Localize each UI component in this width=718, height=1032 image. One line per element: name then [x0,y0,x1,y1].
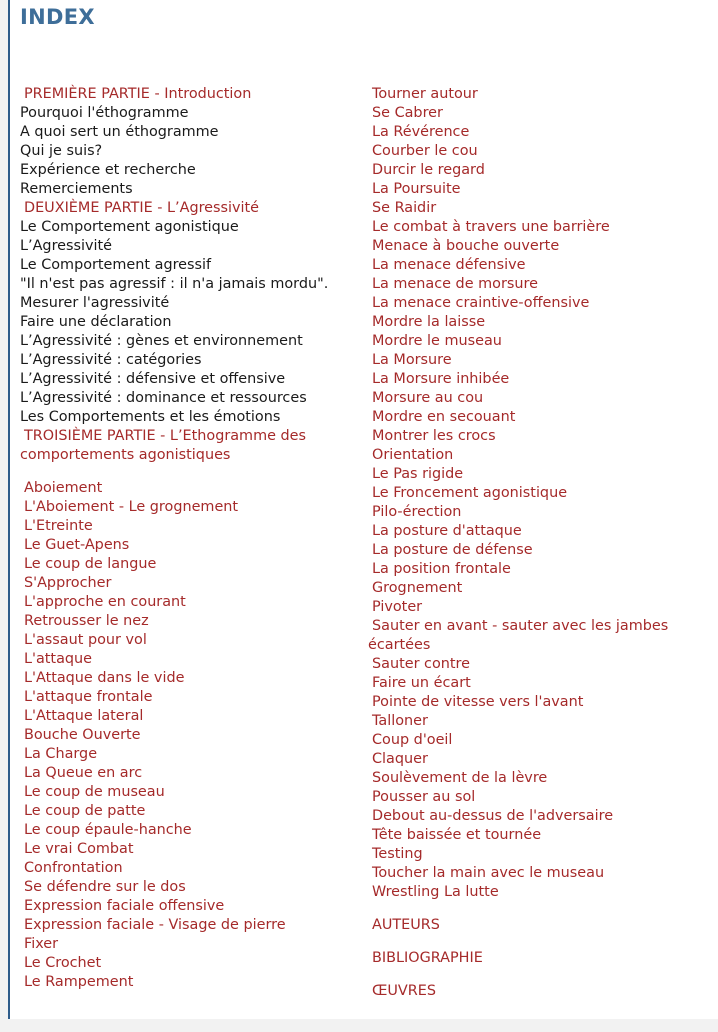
index-link[interactable]: La menace craintive-offensive [372,295,590,311]
footer-links [368,916,718,1001]
index-link[interactable]: Wrestling La lutte [372,884,499,900]
index-link[interactable]: Tête baissée et tournée [372,827,542,843]
index-entry: Expérience et recherche [20,162,196,178]
index-link[interactable]: Grognement [372,580,463,596]
index-link[interactable]: Expression faciale offensive [24,898,225,914]
index-link[interactable]: Le Crochet [24,955,102,971]
page-title: INDEX [20,5,95,29]
part-three-line-2: comportements agonistiques [20,447,231,463]
index-link[interactable]: Mordre la laisse [372,314,486,330]
index-link[interactable]: Pointe de vitesse vers l'avant [372,694,584,710]
index-link[interactable]: Le Froncement agonistique [372,485,568,501]
index-link[interactable]: Le vrai Combat [24,841,134,857]
index-link[interactable]: Courber le cou [372,143,478,159]
intro-section [20,85,365,427]
right-column [368,85,718,1001]
index-link[interactable]: Se défendre sur le dos [24,879,186,895]
index-link[interactable]: La menace défensive [372,257,526,273]
index-link[interactable]: Toucher la main avec le museau [372,865,605,881]
index-link[interactable]: Le Rampement [24,974,134,990]
index-link[interactable]: L'attaque [24,651,93,667]
index-link[interactable]: Orientation [372,447,454,463]
index-link[interactable]: Talloner [372,713,428,729]
part-three-line-1: TROISIÈME PARTIE - L’Ethogramme des [24,428,307,444]
index-link[interactable]: Claquer [372,751,428,767]
index-link[interactable]: Coup d'oeil [372,732,453,748]
index-link[interactable]: La posture d'attaque [372,523,522,539]
index-entry: A quoi sert un éthogramme [20,124,219,140]
index-entry: L’Agressivité : gènes et environnement [20,333,303,349]
works-link[interactable]: ŒUVRES [372,983,436,999]
index-entry: Mesurer l'agressivité [20,295,170,311]
index-entry: L’Agressivité : catégories [20,352,202,368]
index-link[interactable]: La Queue en arc [24,765,143,781]
ethogram-list-left [20,479,365,992]
index-entry: Le Comportement agonistique [20,219,239,235]
index-link[interactable]: Le coup de museau [24,784,165,800]
index-link[interactable]: L'assaut pour vol [24,632,147,648]
index-link[interactable]: Montrer les crocs [372,428,496,444]
index-entry: Le Comportement agressif [20,257,212,273]
index-link[interactable]: Debout au-dessus de l'adversaire [372,808,614,824]
index-entry: Les Comportements et les émotions [20,409,281,425]
index-link[interactable]: Le combat à travers une barrière [372,219,610,235]
index-link[interactable]: Fixer [24,936,59,952]
index-link[interactable]: S'Approcher [24,575,112,591]
index-link[interactable]: Le Guet-Apens [24,537,130,553]
index-link[interactable]: Pivoter [372,599,423,615]
index-link[interactable]: L'Attaque dans le vide [24,670,185,686]
index-link[interactable]: Testing [372,846,423,862]
index-link[interactable]: La Poursuite [372,181,461,197]
index-link[interactable]: Le coup de langue [24,556,157,572]
index-link[interactable]: La posture de défense [372,542,533,558]
index-entry: Faire une déclaration [20,314,172,330]
index-link[interactable]: Aboiement [24,480,103,496]
index-panel [8,0,718,1019]
left-column [20,85,365,992]
index-entry: Remerciements [20,181,133,197]
index-link[interactable]: Le Pas rigide [372,466,464,482]
index-link[interactable]: Sauter contre [372,656,470,672]
index-link[interactable]: L'Aboiement - Le grognement [24,499,239,515]
index-link[interactable]: La Révérence [372,124,470,140]
index-link[interactable]: Pilo-érection [372,504,462,520]
index-link[interactable]: Mordre en secouant [372,409,516,425]
ethogram-list-right-cont [368,655,718,902]
index-entry: L’Agressivité [20,238,113,254]
index-link[interactable]: La menace de morsure [372,276,538,292]
index-link[interactable]: Se Raidir [372,200,437,216]
index-link[interactable]: Durcir le regard [372,162,485,178]
index-link[interactable]: L'Attaque lateral [24,708,144,724]
index-link[interactable]: L'attaque frontale [24,689,153,705]
index-entry: Qui je suis? [20,143,103,159]
index-link[interactable]: Le coup épaule-hanche [24,822,192,838]
index-entry: L’Agressivité : défensive et offensive [20,371,286,387]
index-link[interactable]: L'approche en courant [24,594,186,610]
index-link[interactable]: Retrousser le nez [24,613,149,629]
index-link[interactable]: La Charge [24,746,98,762]
part-link[interactable]: PREMIÈRE PARTIE - Introduction [24,86,252,102]
wrapped-link-line-2: écartées [368,637,431,653]
index-link[interactable]: Morsure au cou [372,390,484,406]
index-link[interactable]: Pousser au sol [372,789,476,805]
index-link[interactable]: Le coup de patte [24,803,146,819]
index-entry: Pourquoi l'éthogramme [20,105,189,121]
index-link[interactable]: La Morsure [372,352,452,368]
index-link[interactable]: Menace à bouche ouverte [372,238,560,254]
wrapped-link-line-1: Sauter en avant - sauter avec les jambes [372,618,669,634]
index-link[interactable]: Mordre le museau [372,333,502,349]
part-link[interactable]: DEUXIÈME PARTIE - L’Agressivité [24,200,260,216]
index-link[interactable]: Faire un écart [372,675,471,691]
index-link[interactable]: Expression faciale - Visage de pierre [24,917,286,933]
index-entry: L’Agressivité : dominance et ressources [20,390,307,406]
index-link[interactable]: Se Cabrer [372,105,443,121]
index-link[interactable]: Soulèvement de la lèvre [372,770,548,786]
index-link[interactable]: Bouche Ouverte [24,727,141,743]
authors-link[interactable]: AUTEURS [372,917,440,933]
bibliography-link[interactable]: BIBLIOGRAPHIE [372,950,483,966]
index-entry: "Il n'est pas agressif : il n'a jamais mordu". [20,276,329,292]
index-link[interactable]: La position frontale [372,561,511,577]
index-link[interactable] [368,617,718,655]
ethogram-list-right [368,85,718,617]
index-link[interactable]: La Morsure inhibée [372,371,510,387]
index-link[interactable]: Confrontation [24,860,123,876]
part-three-link[interactable] [20,427,365,465]
index-link[interactable]: Tourner autour [372,86,478,102]
index-link[interactable]: L'Etreinte [24,518,93,534]
